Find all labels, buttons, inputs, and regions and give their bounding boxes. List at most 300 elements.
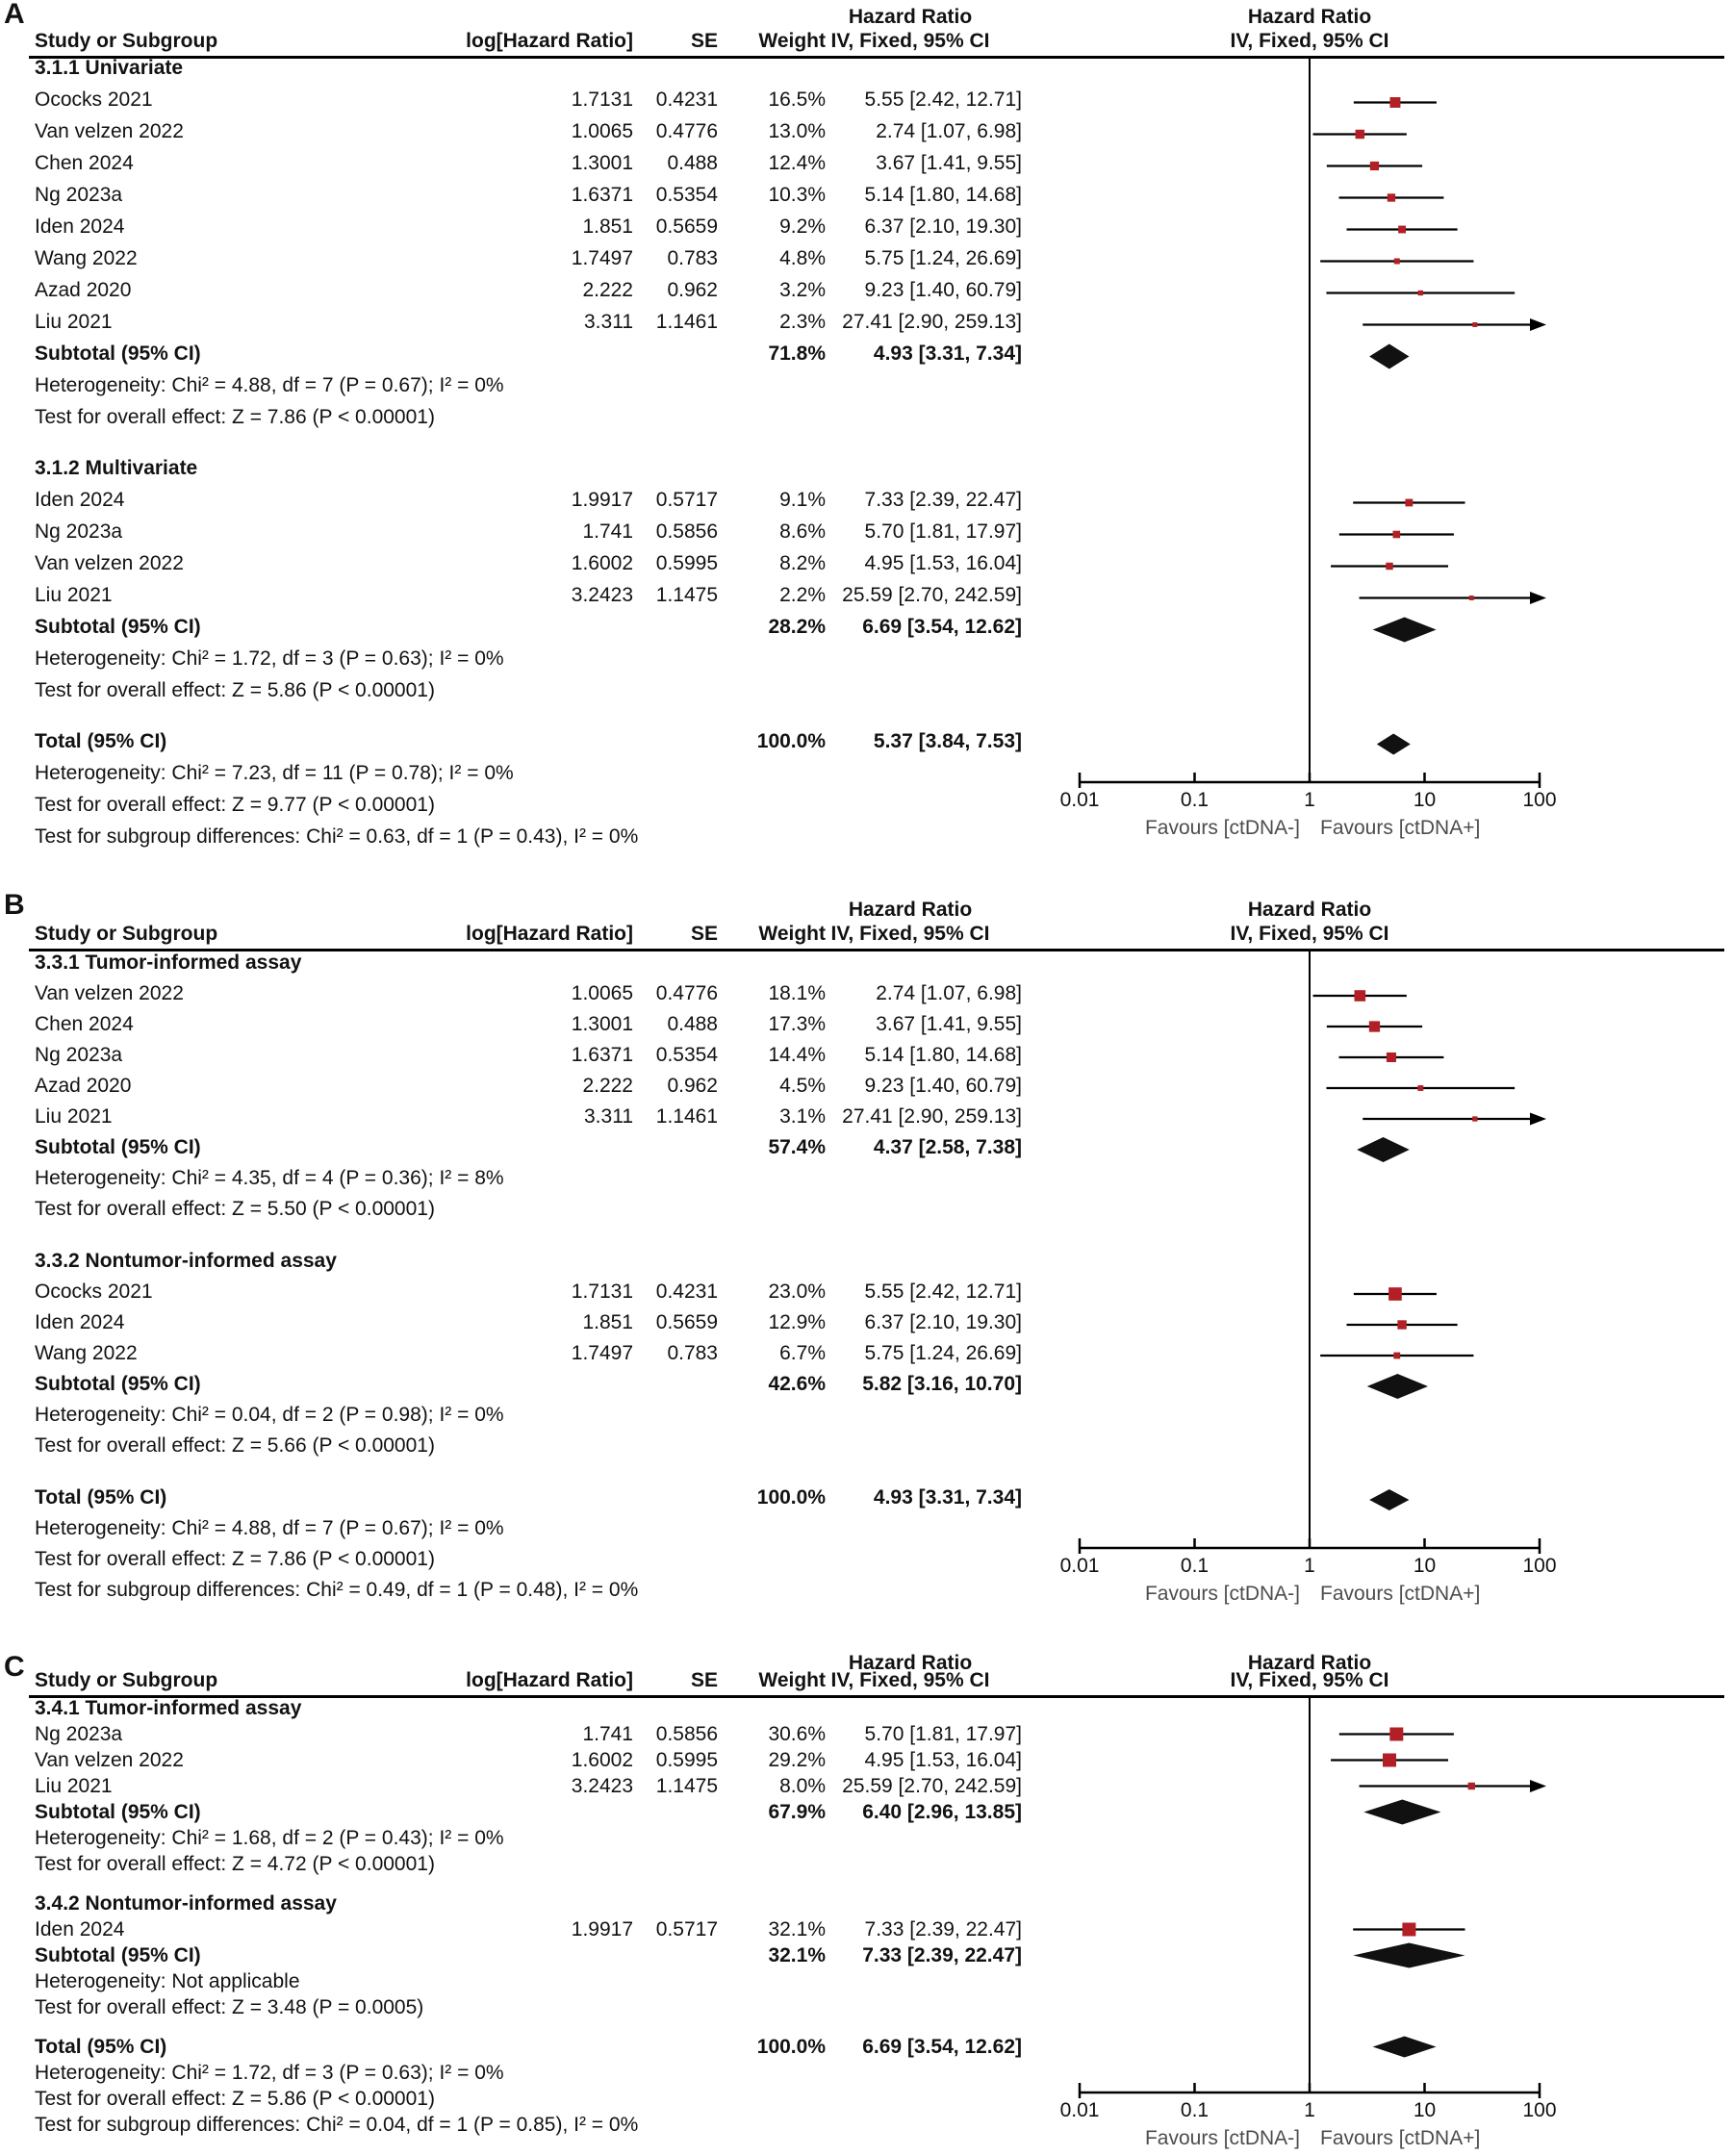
subgroup-title: 3.4.1 Tumor-informed assay: [35, 1697, 302, 1719]
study-row: [0, 121, 1058, 153]
axis-tick-label: 0.01: [1059, 2099, 1100, 2121]
study-row: [0, 1014, 1058, 1045]
weight-value: 4.5%: [779, 1075, 826, 1097]
note-text: Heterogeneity: Chi² = 4.88, df = 7 (P = 0.67); I² = 0%: [35, 374, 504, 396]
subgroup-differences-note: [0, 2115, 1058, 2141]
hr-ci-value: 5.70 [1.81, 17.97]: [864, 520, 1022, 543]
note-text: Test for subgroup differences: Chi² = 0.63, df = 1 (P = 0.43), I² = 0%: [35, 825, 639, 848]
note-text: Test for overall effect: Z = 5.66 (P < 0.00001): [35, 1434, 435, 1457]
favours-right-label: Favours [ctDNA+]: [1320, 817, 1481, 839]
effect-square: [1394, 258, 1400, 264]
subgroup-title: 3.3.2 Nontumor-informed assay: [35, 1250, 337, 1272]
study-row: [0, 185, 1058, 216]
effect-square: [1472, 1116, 1477, 1121]
overall-effect-note: [0, 407, 1058, 439]
study-name: Ng 2023a: [35, 1723, 123, 1745]
heterogeneity-note: [0, 1168, 1058, 1199]
pooled-diamond: [1367, 1374, 1428, 1399]
hr-ci-value: 7.33 [2.39, 22.47]: [862, 1944, 1022, 1966]
overall-effect-note: [0, 1997, 1058, 2023]
pooled-diamond: [1369, 344, 1409, 369]
log-hr-value: 3.2423: [571, 1775, 633, 1797]
se-value: 1.1475: [655, 584, 718, 606]
note-text: Test for subgroup differences: Chi² = 0.49, df = 1 (P = 0.48), I² = 0%: [35, 1579, 639, 1601]
effect-square: [1389, 1728, 1403, 1741]
subgroup-title: 3.1.1 Univariate: [35, 57, 184, 79]
study-name: Chen 2024: [35, 1013, 134, 1035]
favours-right-label: Favours [ctDNA+]: [1320, 2127, 1481, 2149]
effect-square: [1370, 162, 1379, 170]
arrow-right-icon: [1530, 318, 1546, 331]
overall-effect-note: [0, 1435, 1058, 1466]
se-value: 1.1475: [655, 1775, 718, 1797]
axis-tick-label: 1: [1304, 2099, 1315, 2121]
weight-value: 3.2%: [779, 279, 826, 301]
subgroup-title-row: [0, 458, 1058, 490]
se-value: 0.5856: [655, 520, 718, 543]
col-header-log-hr: log[Hazard Ratio]: [466, 923, 633, 945]
hr-ci-value: 2.74 [1.07, 6.98]: [876, 120, 1022, 142]
axis-tick-label: 0.1: [1180, 1555, 1210, 1577]
weight-value: 67.9%: [768, 1801, 826, 1823]
hr-ci-value: 6.37 [2.10, 19.30]: [864, 216, 1022, 238]
se-value: 0.5717: [655, 489, 718, 511]
study-row: [0, 490, 1058, 521]
weight-value: 100.0%: [756, 1486, 826, 1509]
effect-square: [1398, 226, 1406, 234]
effect-square: [1387, 1053, 1396, 1062]
study-row: [0, 216, 1058, 248]
study-name: Van velzen 2022: [35, 120, 184, 142]
se-value: 0.783: [667, 247, 718, 269]
study-name: Liu 2021: [35, 584, 113, 606]
hazard-ratio-header-text-col: Hazard Ratio: [848, 6, 973, 28]
hazard-ratio-header-text-col: Hazard Ratio: [848, 1652, 973, 1674]
overall-effect-note: [0, 1199, 1058, 1230]
hr-ci-value: 7.33 [2.39, 22.47]: [864, 489, 1022, 511]
study-row: [0, 89, 1058, 121]
col-header-method-text-col: IV, Fixed, 95% CI: [830, 1669, 990, 1691]
weight-value: 30.6%: [768, 1723, 826, 1745]
study-row: [0, 521, 1058, 553]
col-header-method-plot-col: IV, Fixed, 95% CI: [1230, 923, 1389, 945]
axis-tick-label: 100: [1522, 1555, 1557, 1577]
subtotal-row: [0, 617, 1058, 648]
favours-right-label: Favours [ctDNA+]: [1320, 1583, 1481, 1605]
subgroup-differences-note: [0, 1580, 1058, 1611]
weight-value: 57.4%: [768, 1136, 826, 1158]
weight-value: 17.3%: [768, 1013, 826, 1035]
pooled-diamond: [1353, 1943, 1465, 1968]
study-name: Ng 2023a: [35, 184, 123, 206]
hr-ci-value: 4.37 [2.58, 7.38]: [873, 1136, 1022, 1158]
log-hr-value: 1.9917: [571, 1918, 633, 1940]
col-header-se: SE: [690, 923, 718, 945]
study-row: [0, 1312, 1058, 1343]
se-value: 0.4231: [655, 89, 718, 111]
study-name: Van velzen 2022: [35, 1749, 184, 1771]
hr-ci-value: 6.69 [3.54, 12.62]: [862, 616, 1022, 638]
hr-ci-value: 9.23 [1.40, 60.79]: [864, 1075, 1022, 1097]
effect-square: [1388, 1287, 1402, 1301]
study-name: Chen 2024: [35, 152, 134, 174]
log-hr-value: 1.7497: [571, 247, 633, 269]
axis-tick-label: 0.01: [1059, 789, 1100, 811]
col-header-log-hr: log[Hazard Ratio]: [466, 30, 633, 52]
weight-value: 32.1%: [768, 1918, 826, 1940]
total-row: [0, 1487, 1058, 1518]
hr-ci-value: 5.55 [2.42, 12.71]: [864, 89, 1022, 111]
study-row: [0, 553, 1058, 585]
study-name: Iden 2024: [35, 1311, 125, 1333]
hr-ci-value: 5.14 [1.80, 14.68]: [864, 1044, 1022, 1066]
hr-ci-value: 4.93 [3.31, 7.34]: [873, 342, 1022, 365]
pooled-label: Subtotal (95% CI): [35, 1373, 201, 1395]
se-value: 0.5659: [655, 216, 718, 238]
log-hr-value: 2.222: [582, 279, 633, 301]
subgroup-title: 3.4.2 Nontumor-informed assay: [35, 1892, 337, 1915]
note-text: Heterogeneity: Chi² = 1.72, df = 3 (P = 0.63); I² = 0%: [35, 2062, 504, 2084]
study-row: [0, 1045, 1058, 1076]
col-header-method-plot-col: IV, Fixed, 95% CI: [1230, 30, 1389, 52]
pooled-diamond: [1373, 2037, 1437, 2058]
note-text: Test for overall effect: Z = 7.86 (P < 0.00001): [35, 406, 435, 428]
weight-value: 6.7%: [779, 1342, 826, 1364]
study-name: Van velzen 2022: [35, 552, 184, 574]
note-text: Heterogeneity: Chi² = 1.72, df = 3 (P = 0.63); I² = 0%: [35, 647, 504, 670]
weight-value: 16.5%: [768, 89, 826, 111]
hazard-ratio-header-text-col: Hazard Ratio: [848, 899, 973, 921]
weight-value: 2.3%: [779, 311, 826, 333]
se-value: 0.783: [667, 1342, 718, 1364]
effect-square: [1417, 1085, 1423, 1091]
subgroup-title-row: [0, 1893, 1058, 1919]
subgroup-title-row: [0, 1251, 1058, 1281]
note-text: Test for subgroup differences: Chi² = 0.04, df = 1 (P = 0.85), I² = 0%: [35, 2114, 639, 2136]
weight-value: 18.1%: [768, 982, 826, 1004]
effect-square: [1393, 531, 1401, 539]
heterogeneity-note: [0, 763, 1058, 795]
arrow-right-icon: [1530, 1113, 1546, 1126]
weight-value: 9.2%: [779, 216, 826, 238]
pooled-label: Subtotal (95% CI): [35, 1944, 201, 1966]
axis-tick-label: 10: [1413, 1555, 1437, 1577]
log-hr-value: 1.9917: [571, 489, 633, 511]
arrow-right-icon: [1530, 592, 1546, 604]
effect-square: [1405, 499, 1413, 507]
study-name: Wang 2022: [35, 247, 138, 269]
study-row: [0, 1776, 1058, 1802]
col-header-study: Study or Subgroup: [35, 923, 218, 945]
weight-value: 32.1%: [768, 1944, 826, 1966]
log-hr-value: 1.0065: [571, 120, 633, 142]
col-header-se: SE: [690, 30, 718, 52]
pooled-diamond: [1373, 618, 1437, 643]
study-name: Iden 2024: [35, 489, 125, 511]
hr-ci-value: 4.95 [1.53, 16.04]: [864, 552, 1022, 574]
hr-ci-value: 5.55 [2.42, 12.71]: [864, 1281, 1022, 1303]
log-hr-value: 1.6371: [571, 1044, 633, 1066]
hr-ci-value: 5.82 [3.16, 10.70]: [862, 1373, 1022, 1395]
forest-panel-C: [0, 1653, 1732, 2156]
hazard-ratio-header-plot-col: Hazard Ratio: [1247, 899, 1372, 921]
study-row: [0, 312, 1058, 343]
weight-value: 8.6%: [779, 520, 826, 543]
subgroup-title: 3.1.2 Multivariate: [35, 457, 198, 479]
log-hr-value: 1.7497: [571, 1342, 633, 1364]
note-text: Test for overall effect: Z = 5.50 (P < 0.00001): [35, 1198, 435, 1220]
subtotal-row: [0, 1374, 1058, 1405]
study-row: [0, 280, 1058, 312]
pooled-label: Subtotal (95% CI): [35, 342, 201, 365]
hr-ci-value: 27.41 [2.90, 259.13]: [842, 311, 1022, 333]
overall-effect-note: [0, 2089, 1058, 2115]
hr-ci-value: 7.33 [2.39, 22.47]: [864, 1918, 1022, 1940]
panel-label: B: [4, 889, 25, 921]
note-text: Heterogeneity: Chi² = 4.35, df = 4 (P = 0.36); I² = 8%: [35, 1167, 504, 1189]
weight-value: 12.4%: [768, 152, 826, 174]
hr-ci-value: 4.95 [1.53, 16.04]: [864, 1749, 1022, 1771]
study-row: [0, 1724, 1058, 1750]
se-value: 0.5717: [655, 1918, 718, 1940]
col-header-se: SE: [690, 1669, 718, 1691]
pooled-label: Subtotal (95% CI): [35, 616, 201, 638]
hr-ci-value: 3.67 [1.41, 9.55]: [876, 1013, 1022, 1035]
se-value: 0.5659: [655, 1311, 718, 1333]
subtotal-row: [0, 1802, 1058, 1828]
effect-square: [1369, 1021, 1380, 1031]
note-text: Heterogeneity: Chi² = 0.04, df = 2 (P = 0.98); I² = 0%: [35, 1404, 504, 1426]
col-header-study: Study or Subgroup: [35, 30, 218, 52]
study-name: Van velzen 2022: [35, 982, 184, 1004]
overall-effect-note: [0, 1854, 1058, 1880]
heterogeneity-note: [0, 375, 1058, 407]
note-text: Test for overall effect: Z = 9.77 (P < 0.00001): [35, 794, 435, 816]
note-text: Test for overall effect: Z = 5.86 (P < 0.00001): [35, 2088, 435, 2110]
total-row: [0, 731, 1058, 763]
axis-tick-label: 100: [1522, 789, 1557, 811]
study-name: Iden 2024: [35, 216, 125, 238]
weight-value: 14.4%: [768, 1044, 826, 1066]
pooled-diamond: [1363, 1800, 1440, 1825]
study-row: [0, 1343, 1058, 1374]
se-value: 0.4776: [655, 982, 718, 1004]
note-text: Heterogeneity: Not applicable: [35, 1970, 300, 1992]
hr-ci-value: 5.75 [1.24, 26.69]: [864, 1342, 1022, 1364]
se-value: 0.5995: [655, 552, 718, 574]
note-text: Heterogeneity: Chi² = 4.88, df = 7 (P = 0.67); I² = 0%: [35, 1517, 504, 1539]
log-hr-value: 1.851: [582, 1311, 633, 1333]
study-row: [0, 1281, 1058, 1312]
axis-tick-label: 10: [1413, 789, 1437, 811]
se-value: 1.1461: [655, 311, 718, 333]
log-hr-value: 1.6371: [571, 184, 633, 206]
subgroup-differences-note: [0, 826, 1058, 858]
axis-tick-label: 0.1: [1180, 789, 1210, 811]
effect-square: [1469, 596, 1474, 600]
note-text: Heterogeneity: Chi² = 7.23, df = 11 (P = 0.78); I² = 0%: [35, 762, 514, 784]
hr-ci-value: 6.69 [3.54, 12.62]: [862, 2036, 1022, 2058]
panel-label: A: [4, 0, 25, 30]
se-value: 0.962: [667, 279, 718, 301]
se-value: 0.5856: [655, 1723, 718, 1745]
log-hr-value: 1.741: [582, 520, 633, 543]
log-hr-value: 3.2423: [571, 584, 633, 606]
study-row: [0, 585, 1058, 617]
weight-value: 3.1%: [779, 1105, 826, 1128]
study-row: [0, 1750, 1058, 1776]
effect-square: [1418, 291, 1423, 295]
hr-ci-value: 25.59 [2.70, 242.59]: [842, 1775, 1022, 1797]
effect-square: [1389, 97, 1400, 108]
total-row: [0, 2037, 1058, 2063]
col-header-log-hr: log[Hazard Ratio]: [466, 1669, 633, 1691]
pooled-label: Total (95% CI): [35, 2036, 167, 2058]
hr-ci-value: 5.14 [1.80, 14.68]: [864, 184, 1022, 206]
heterogeneity-note: [0, 1518, 1058, 1549]
study-row: [0, 1919, 1058, 1945]
weight-value: 23.0%: [768, 1281, 826, 1303]
heterogeneity-note: [0, 1971, 1058, 1997]
study-name: Ococks 2021: [35, 1281, 153, 1303]
heterogeneity-note: [0, 2063, 1058, 2089]
weight-value: 8.2%: [779, 552, 826, 574]
study-name: Azad 2020: [35, 279, 132, 301]
subtotal-row: [0, 343, 1058, 375]
hr-ci-value: 3.67 [1.41, 9.55]: [876, 152, 1022, 174]
col-header-method-plot-col: IV, Fixed, 95% CI: [1230, 1669, 1389, 1691]
note-text: Test for overall effect: Z = 3.48 (P = 0.0005): [35, 1996, 424, 2018]
subtotal-row: [0, 1137, 1058, 1168]
favours-left-label: Favours [ctDNA-]: [1144, 2127, 1300, 2149]
overall-effect-note: [0, 1549, 1058, 1580]
axis-tick-label: 0.01: [1059, 1555, 1100, 1577]
weight-value: 42.6%: [768, 1373, 826, 1395]
col-header-weight: Weight: [758, 923, 826, 945]
hr-ci-value: 2.74 [1.07, 6.98]: [876, 982, 1022, 1004]
overall-effect-note: [0, 680, 1058, 712]
hr-ci-value: 6.37 [2.10, 19.30]: [864, 1311, 1022, 1333]
study-name: Liu 2021: [35, 311, 113, 333]
pooled-diamond: [1377, 734, 1411, 755]
note-text: Test for overall effect: Z = 4.72 (P < 0.00001): [35, 1853, 435, 1875]
log-hr-value: 1.6002: [571, 552, 633, 574]
pooled-label: Total (95% CI): [35, 730, 167, 752]
effect-square: [1355, 990, 1366, 1002]
col-header-method-text-col: IV, Fixed, 95% CI: [830, 923, 990, 945]
effect-square: [1388, 193, 1395, 201]
log-hr-value: 1.741: [582, 1723, 633, 1745]
note-text: Test for overall effect: Z = 7.86 (P < 0.00001): [35, 1548, 435, 1570]
weight-value: 10.3%: [768, 184, 826, 206]
se-value: 0.5995: [655, 1749, 718, 1771]
pooled-label: Total (95% CI): [35, 1486, 167, 1509]
axis-tick-label: 10: [1413, 2099, 1437, 2121]
study-name: Ococks 2021: [35, 89, 153, 111]
weight-value: 4.8%: [779, 247, 826, 269]
axis-tick-label: 0.1: [1180, 2099, 1210, 2121]
arrow-right-icon: [1530, 1780, 1546, 1792]
se-value: 0.4776: [655, 120, 718, 142]
heterogeneity-note: [0, 1828, 1058, 1854]
subgroup-title-row: [0, 1698, 1058, 1724]
effect-square: [1472, 322, 1477, 327]
subtotal-row: [0, 1945, 1058, 1971]
weight-value: 13.0%: [768, 120, 826, 142]
col-header-method-text-col: IV, Fixed, 95% CI: [830, 30, 990, 52]
weight-value: 100.0%: [756, 2036, 826, 2058]
weight-value: 71.8%: [768, 342, 826, 365]
se-value: 1.1461: [655, 1105, 718, 1128]
se-value: 0.962: [667, 1075, 718, 1097]
hazard-ratio-header-plot-col: Hazard Ratio: [1247, 1652, 1372, 1674]
forest-panel-A: [0, 0, 1732, 891]
se-value: 0.5354: [655, 184, 718, 206]
panel-label: C: [4, 1651, 25, 1683]
weight-value: 9.1%: [779, 489, 826, 511]
pooled-label: Subtotal (95% CI): [35, 1801, 201, 1823]
col-header-weight: Weight: [758, 1669, 826, 1691]
study-row: [0, 153, 1058, 185]
log-hr-value: 1.3001: [571, 1013, 633, 1035]
heterogeneity-note: [0, 648, 1058, 680]
weight-value: 29.2%: [768, 1749, 826, 1771]
pooled-label: Subtotal (95% CI): [35, 1136, 201, 1158]
hr-ci-value: 5.37 [3.84, 7.53]: [873, 730, 1022, 752]
subgroup-title: 3.3.1 Tumor-informed assay: [35, 951, 302, 974]
weight-value: 100.0%: [756, 730, 826, 752]
col-header-weight: Weight: [758, 30, 826, 52]
study-row: [0, 983, 1058, 1014]
heterogeneity-note: [0, 1405, 1058, 1435]
hr-ci-value: 5.70 [1.81, 17.97]: [864, 1723, 1022, 1745]
note-text: Heterogeneity: Chi² = 1.68, df = 2 (P = 0.43); I² = 0%: [35, 1827, 504, 1849]
favours-left-label: Favours [ctDNA-]: [1144, 1583, 1300, 1605]
se-value: 0.4231: [655, 1281, 718, 1303]
se-value: 0.5354: [655, 1044, 718, 1066]
hr-ci-value: 4.93 [3.31, 7.34]: [873, 1486, 1022, 1509]
note-text: Test for overall effect: Z = 5.86 (P < 0.00001): [35, 679, 435, 701]
col-header-study: Study or Subgroup: [35, 1669, 218, 1691]
log-hr-value: 2.222: [582, 1075, 633, 1097]
axis-tick-label: 1: [1304, 789, 1315, 811]
log-hr-value: 1.7131: [571, 89, 633, 111]
weight-value: 2.2%: [779, 584, 826, 606]
effect-square: [1383, 1754, 1396, 1767]
log-hr-value: 1.0065: [571, 982, 633, 1004]
log-hr-value: 3.311: [584, 1105, 633, 1128]
effect-square: [1402, 1923, 1415, 1937]
overall-effect-note: [0, 795, 1058, 826]
weight-value: 12.9%: [768, 1311, 826, 1333]
effect-square: [1356, 130, 1364, 139]
study-name: Iden 2024: [35, 1918, 125, 1940]
weight-value: 8.0%: [779, 1775, 826, 1797]
log-hr-value: 1.3001: [571, 152, 633, 174]
study-name: Ng 2023a: [35, 520, 123, 543]
study-row: [0, 1076, 1058, 1106]
study-row: [0, 248, 1058, 280]
hr-ci-value: 6.40 [2.96, 13.85]: [862, 1801, 1022, 1823]
hr-ci-value: 9.23 [1.40, 60.79]: [864, 279, 1022, 301]
effect-square: [1468, 1783, 1475, 1789]
forest-panel-B: [0, 891, 1732, 1653]
study-name: Liu 2021: [35, 1105, 113, 1128]
subgroup-title-row: [0, 952, 1058, 983]
study-row: [0, 1106, 1058, 1137]
weight-value: 28.2%: [768, 616, 826, 638]
log-hr-value: 1.7131: [571, 1281, 633, 1303]
